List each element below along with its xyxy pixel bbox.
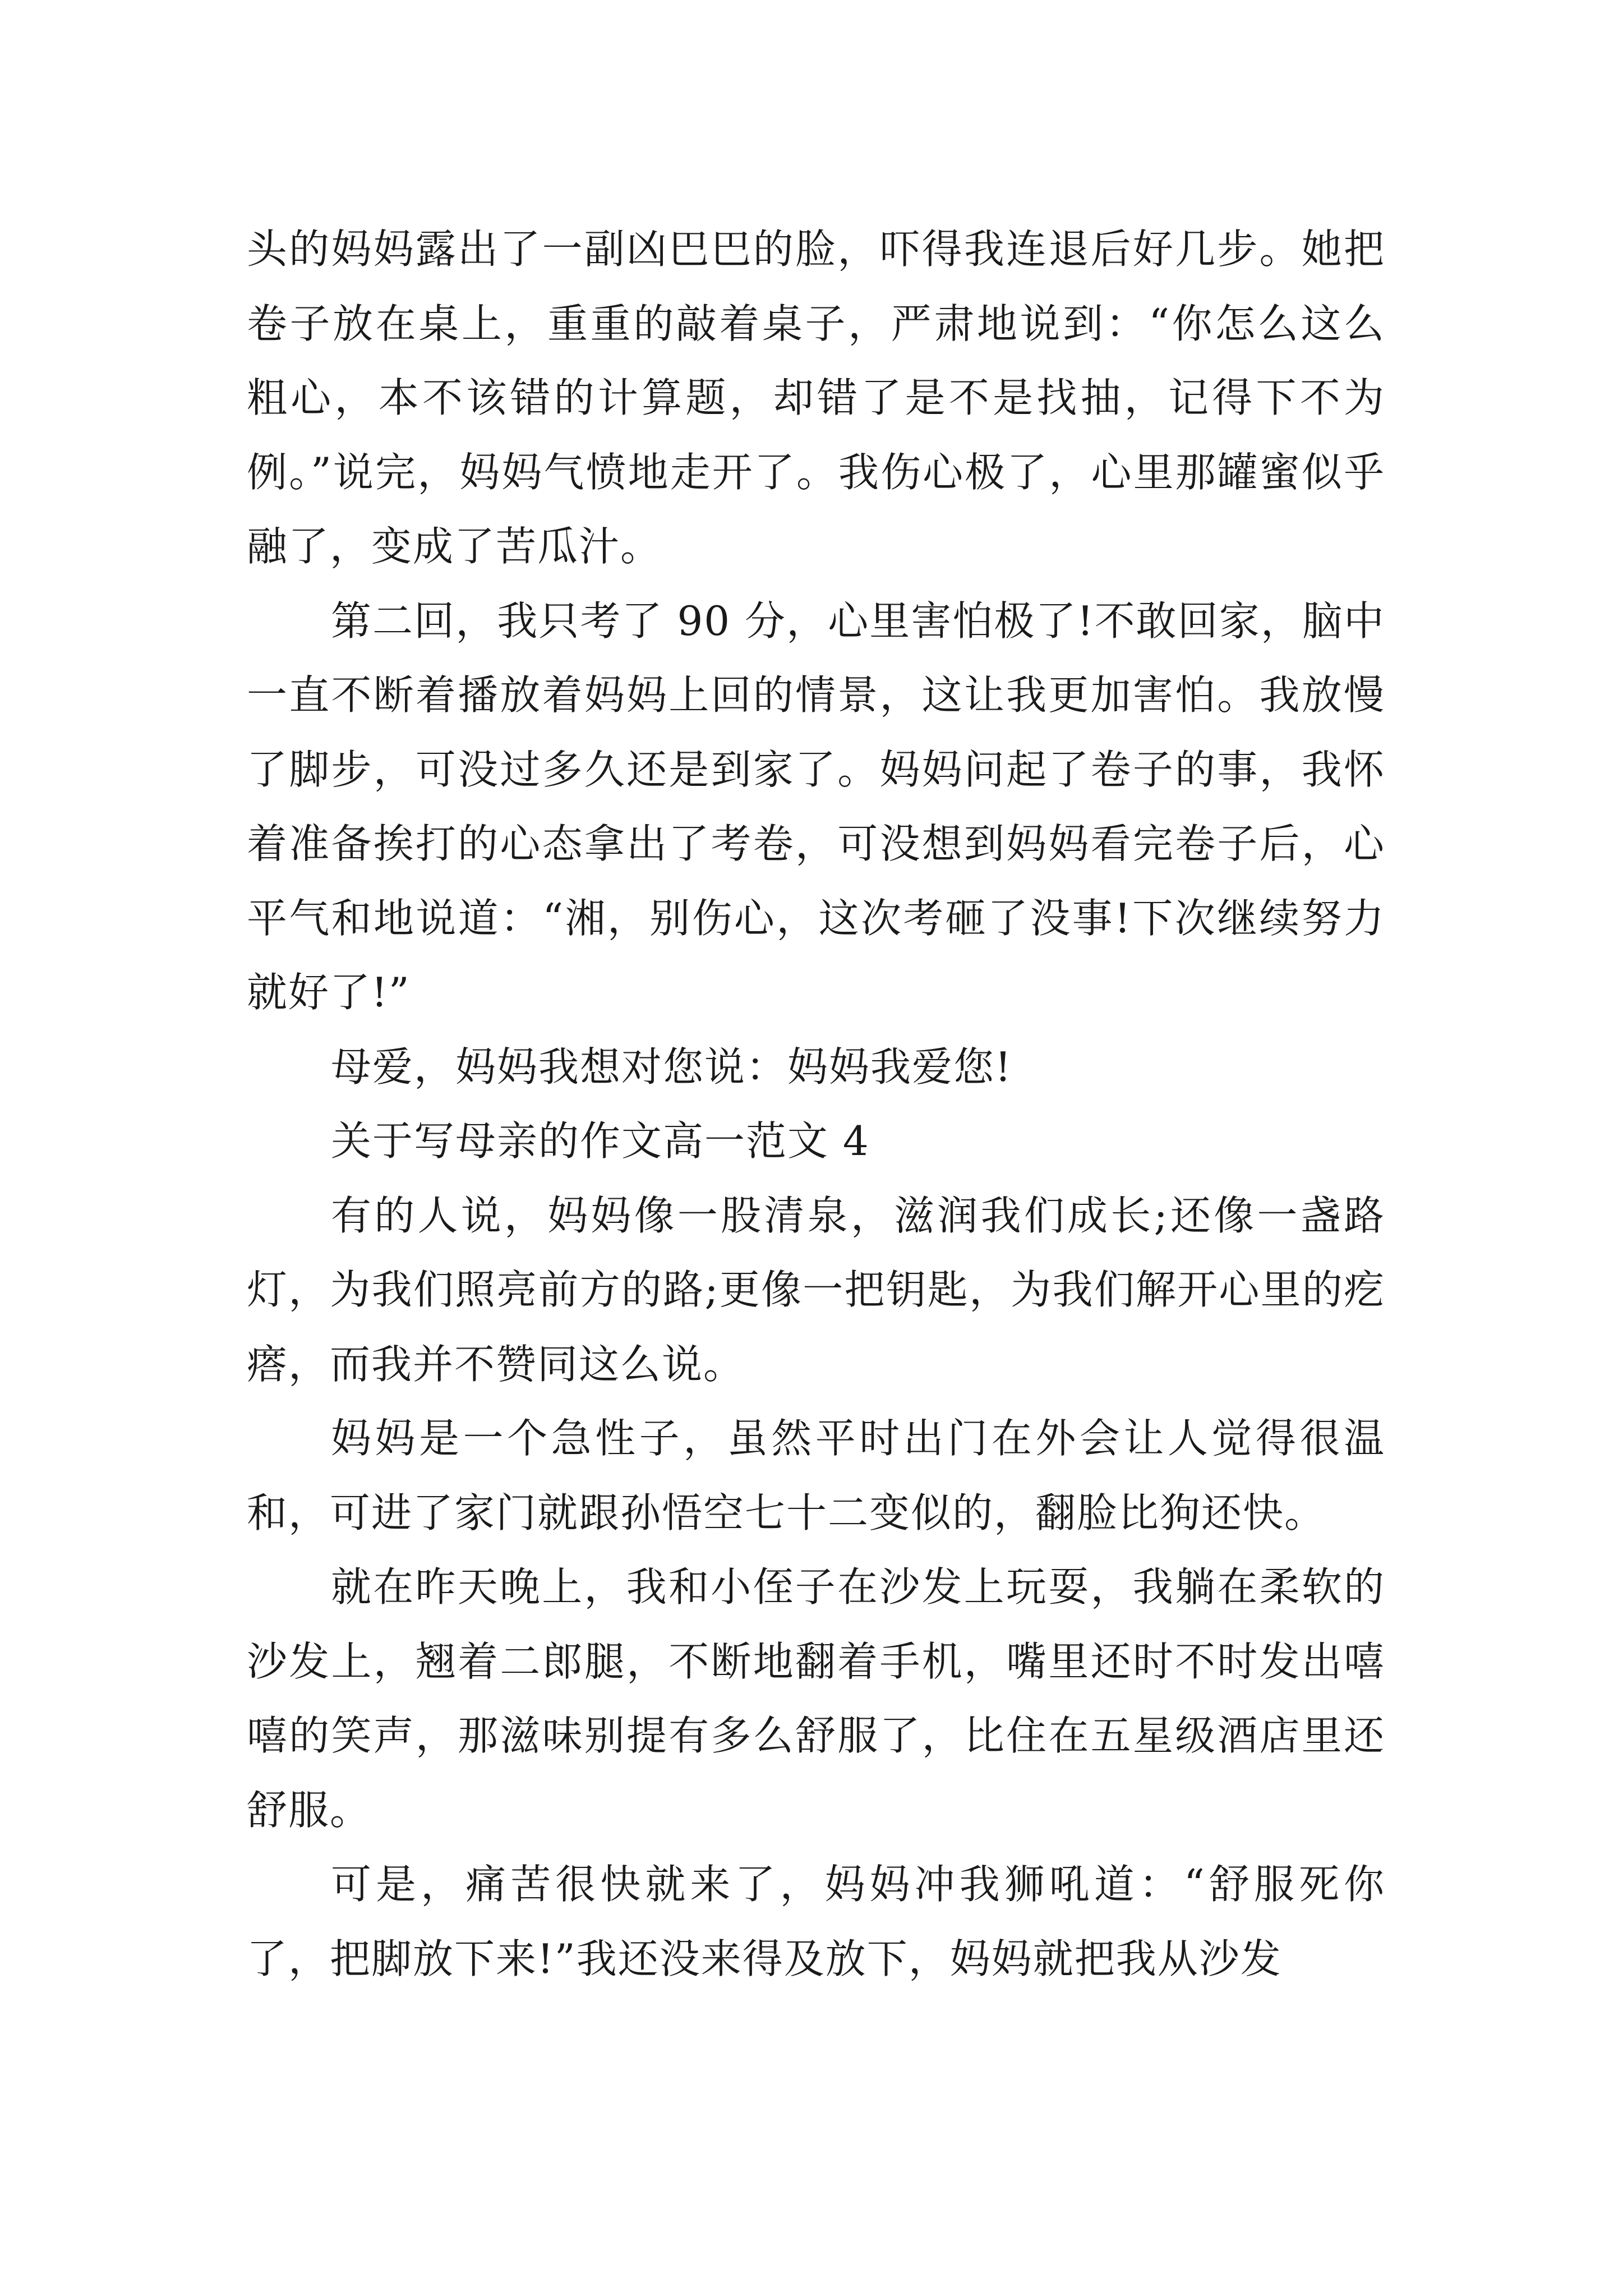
paragraph-2: 第二回，我只考了 90 分，心里害怕极了!不敢回家，脑中一直不断着播放着妈妈上回的情景，这让我更加害怕。我放慢了脚步，可没过多久还是到家了。妈妈问起了卷子的事，我怀着准备挨打的心态拿出了考卷，可没想到妈妈看完卷子后，心平气和地说道：“湘，别伤心，这次考砸了没事!下次继续努力就好了!” xyxy=(247,597,1385,1016)
document-body xyxy=(247,212,1385,1996)
paragraph-7: 可是，痛苦很快就来了，妈妈冲我狮吼道：“舒服死你了，把脚放下来!”我还没来得及放下，妈妈就把我从沙发 xyxy=(247,1861,1385,1982)
paragraph-5: 妈妈是一个急性子，虽然平时出门在外会让人觉得很温和，可进了家门就跟孙悟空七十二变似的，翻脸比狗还快。 xyxy=(247,1415,1385,1536)
paragraph-1: 头的妈妈露出了一副凶巴巴的脸，吓得我连退后好几步。她把卷子放在桌上，重重的敲着桌子，严肃地说到：“你怎么这么粗心，本不该错的计算题，却错了是不是找抽，记得下不为例。”说完，妈妈气愤地走开了。我伤心极了，心里那罐蜜似乎融了，变成了苦瓜汁。 xyxy=(247,226,1385,570)
paragraph-6: 就在昨天晚上，我和小侄子在沙发上玩耍，我躺在柔软的沙发上，翘着二郎腿，不断地翻着手机，嘴里还时不时发出嘻嘻的笑声，那滋味别提有多么舒服了，比住在五星级酒店里还舒服。 xyxy=(247,1563,1385,1834)
section-heading: 关于写母亲的作文高一范文 4 xyxy=(331,1117,870,1165)
paragraph-4: 有的人说，妈妈像一股清泉，滋润我们成长;还像一盏路灯，为我们照亮前方的路;更像一把钥匙，为我们解开心里的疙瘩，而我并不赞同这么说。 xyxy=(247,1191,1385,1388)
paragraph-3: 母爱，妈妈我想对您说：妈妈我爱您! xyxy=(331,1043,1012,1091)
